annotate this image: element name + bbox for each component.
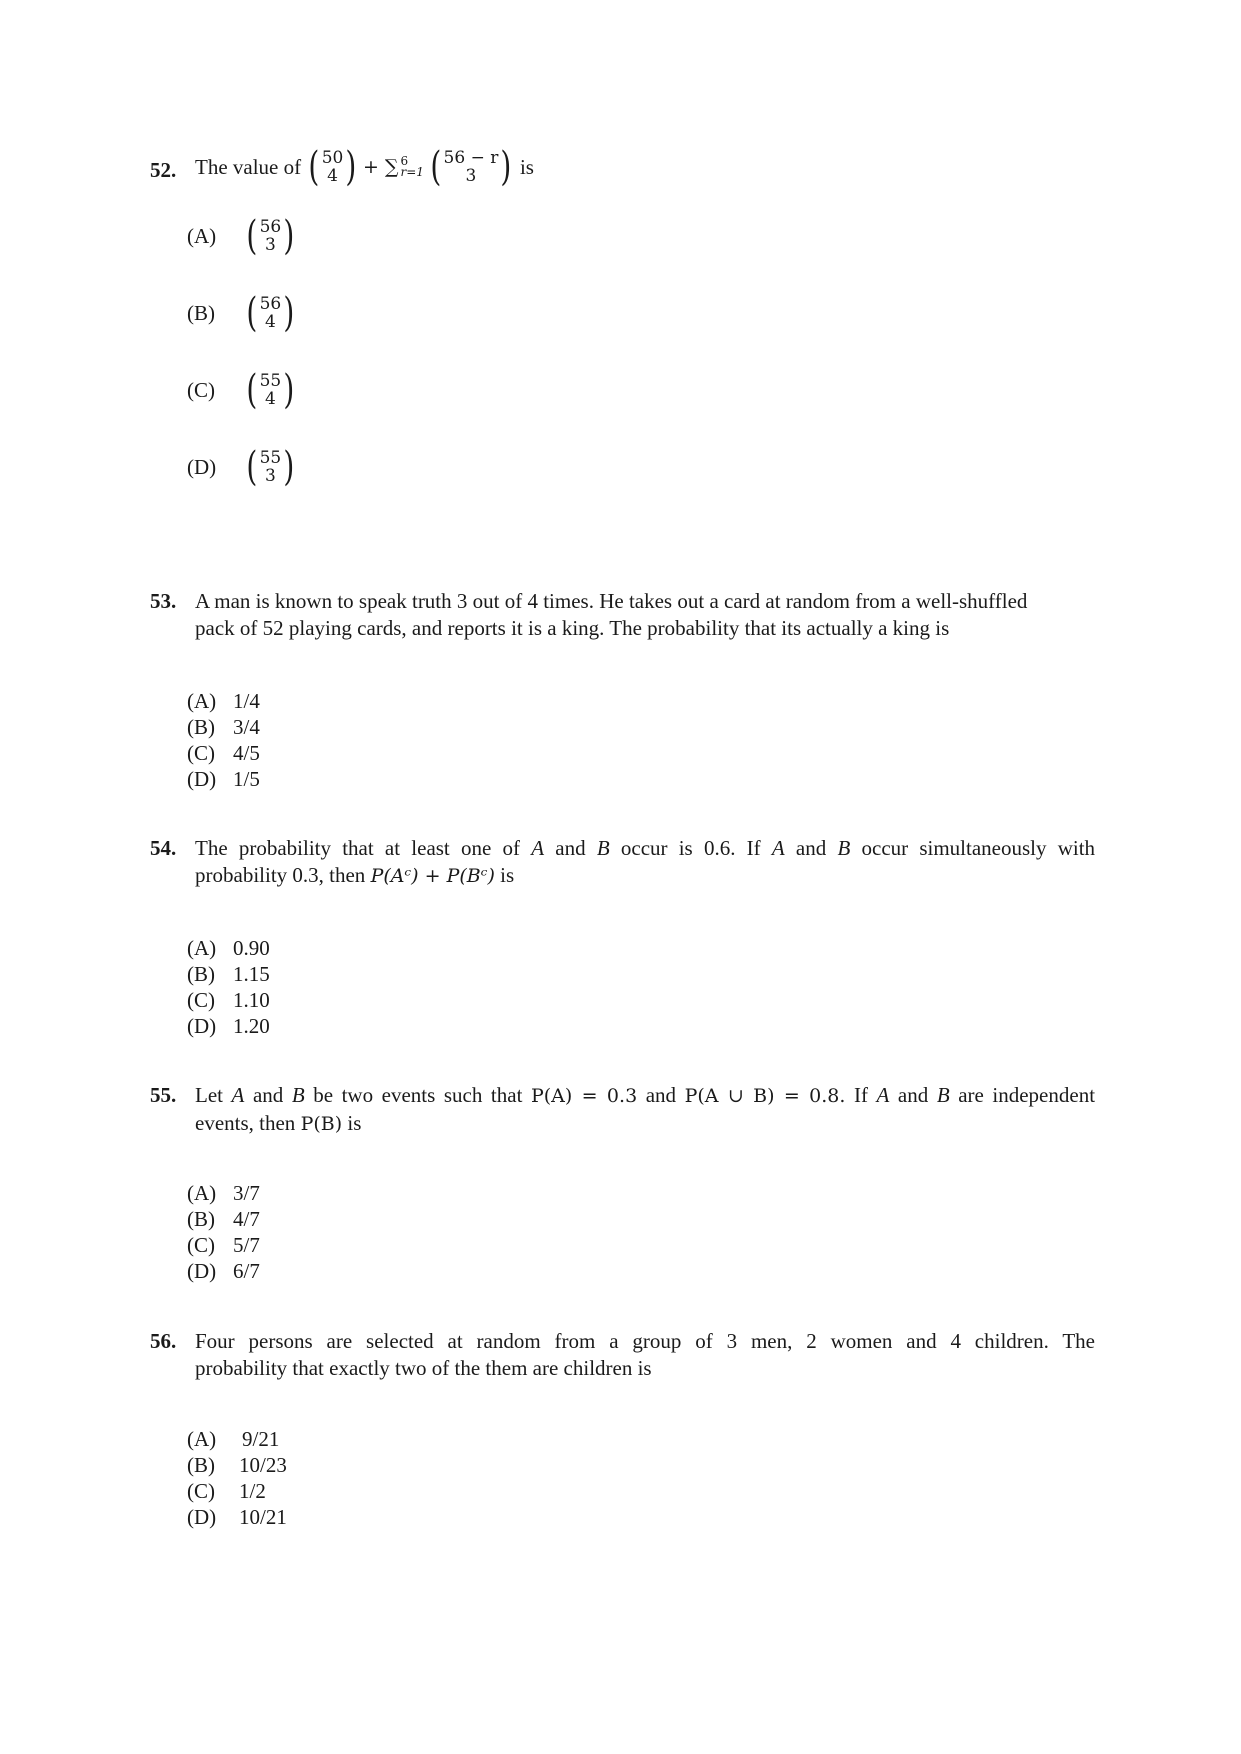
var-b: B <box>837 836 851 860</box>
option-label: (C) <box>187 741 215 765</box>
option-c[interactable] <box>187 1478 287 1504</box>
option-label: (C) <box>187 1233 215 1257</box>
question-line: A man is known to speak truth 3 out of 4 times. He takes out a card at random from a well-shuffled <box>195 589 1028 613</box>
options-55 <box>187 1180 260 1284</box>
option-c[interactable] <box>187 1232 260 1258</box>
option-d[interactable]: (D) ( 55 3 ) <box>187 444 295 490</box>
binom-top: 56 <box>259 294 282 314</box>
sum-upper: 6 <box>400 154 409 168</box>
binom-top: 55 <box>259 448 282 468</box>
option-value: 0.90 <box>233 936 270 960</box>
binomial-56-r-3: ( 56 − r 3 ) <box>430 144 512 190</box>
question-line: Four persons are selected at random from a group of 3 men, 2 women and 4 children. The <box>195 1329 1095 1353</box>
question-54 <box>150 835 1095 890</box>
option-label: (A) <box>187 1427 217 1451</box>
option-label: (B) <box>187 715 215 739</box>
question-line <box>195 835 1095 862</box>
math-expression: P(A) = 0.3 <box>530 1085 638 1107</box>
option-label: (A) <box>187 1181 217 1205</box>
question-text <box>195 1082 1095 1138</box>
text: occur is 0.6. If <box>620 836 761 860</box>
option-value: 4/7 <box>233 1207 260 1231</box>
option-a[interactable]: (A) ( 56 3 ) <box>187 213 295 259</box>
options-53 <box>187 688 260 792</box>
binom-bottom: 4 <box>265 312 276 332</box>
var-b: B <box>936 1083 950 1107</box>
option-a[interactable] <box>187 1180 260 1206</box>
option-label: (C) <box>187 1479 215 1503</box>
option-label: (B) <box>187 1453 215 1477</box>
option-c[interactable] <box>187 740 260 766</box>
question-line <box>195 862 1095 890</box>
option-value: 9/21 <box>242 1427 280 1451</box>
option-b[interactable]: (B) ( 56 4 ) <box>187 290 295 336</box>
math-expression: P(B) <box>300 1113 343 1135</box>
question-52 <box>150 144 1095 190</box>
option-b[interactable] <box>187 1452 287 1478</box>
option-d[interactable] <box>187 1258 260 1284</box>
option-label: (D) <box>187 1505 217 1529</box>
binom-top: 56 − r <box>443 148 499 168</box>
text: probability 0.3, then <box>195 863 366 887</box>
question-line <box>195 1082 1095 1110</box>
option-d[interactable] <box>187 1013 270 1039</box>
option-value: 1.10 <box>233 988 270 1012</box>
question-text <box>195 588 1095 642</box>
question-55 <box>150 1082 1095 1138</box>
option-label: (B) <box>187 1207 215 1231</box>
option-b[interactable] <box>187 1206 260 1232</box>
option-value: 1.15 <box>233 962 270 986</box>
option-d[interactable] <box>187 766 260 792</box>
option-b[interactable] <box>187 961 270 987</box>
text: occur simultaneously with <box>861 836 1096 860</box>
option-value: 6/7 <box>233 1259 260 1283</box>
option-c[interactable]: (C) ( 55 4 ) <box>187 367 295 413</box>
question-text <box>195 835 1095 890</box>
binom-top: 56 <box>259 217 282 237</box>
question-number: 52. <box>150 158 177 182</box>
question-line <box>195 1110 1095 1138</box>
text: and <box>252 1083 284 1107</box>
text: and <box>795 836 827 860</box>
option-value: 1.20 <box>233 1014 270 1038</box>
option-label: (C) <box>187 377 215 402</box>
text: events, then <box>195 1111 296 1135</box>
var-b: B <box>596 836 610 860</box>
option-label: (B) <box>187 300 215 325</box>
binom-bottom: 4 <box>327 166 338 186</box>
text: are independent <box>958 1083 1096 1107</box>
text: If <box>853 1083 868 1107</box>
option-label: (A) <box>187 223 217 248</box>
option-value: 1/2 <box>239 1479 266 1503</box>
question-line: probability that exactly two of the them are children is <box>195 1356 652 1380</box>
math-expression: P(Aᶜ) + P(Bᶜ) <box>370 865 495 887</box>
binom-bottom: 4 <box>265 389 276 409</box>
option-d[interactable] <box>187 1504 287 1530</box>
var-b: B <box>291 1083 305 1107</box>
option-label: (A) <box>187 689 217 713</box>
option-value: 10/21 <box>239 1505 287 1529</box>
text: is <box>500 863 515 887</box>
option-label: (D) <box>187 454 217 479</box>
option-label: (C) <box>187 988 215 1012</box>
text: is <box>347 1111 362 1135</box>
text: and <box>897 1083 929 1107</box>
binom-bottom: 3 <box>265 466 276 486</box>
binom-bottom: 3 <box>465 166 477 186</box>
summation-limits <box>400 156 423 178</box>
options-56 <box>187 1426 287 1530</box>
option-label: (D) <box>187 767 217 791</box>
option-c[interactable] <box>187 987 270 1013</box>
text: and <box>645 1083 677 1107</box>
text: The probability that at least one of <box>195 836 521 860</box>
option-label: (D) <box>187 1014 217 1038</box>
option-b[interactable] <box>187 714 260 740</box>
question-number: 55. <box>150 1083 177 1107</box>
option-value: 3/4 <box>233 715 260 739</box>
binom-bottom: 3 <box>265 235 276 255</box>
option-label: (A) <box>187 936 217 960</box>
summation-symbol: ∑ <box>384 155 399 178</box>
option-a[interactable] <box>187 1426 287 1452</box>
question-number: 53. <box>150 589 177 613</box>
question-line: pack of 52 playing cards, and reports it is a king. The probability that its actually a king is <box>195 616 950 640</box>
var-a: A <box>231 1083 245 1107</box>
option-a[interactable] <box>187 688 260 714</box>
options-54 <box>187 935 270 1039</box>
question-56 <box>150 1328 1095 1382</box>
question-text <box>195 144 1095 190</box>
option-value: 10/23 <box>239 1453 287 1477</box>
option-value: 1/4 <box>233 689 260 713</box>
binom-top: 50 <box>321 148 344 168</box>
text: and <box>555 836 586 860</box>
var-a: A <box>771 836 785 860</box>
question-53 <box>150 588 1095 642</box>
question-number: 54. <box>150 836 177 860</box>
text: Let <box>195 1083 223 1107</box>
question-number: 56. <box>150 1329 177 1353</box>
option-value: 4/5 <box>233 741 260 765</box>
option-a[interactable] <box>187 935 270 961</box>
plus-sign: + <box>362 155 379 178</box>
question-text <box>195 1328 1095 1382</box>
var-a: A <box>531 836 545 860</box>
binom-top: 55 <box>259 371 282 391</box>
math-expression: P(A ∪ B) = 0.8. <box>684 1085 846 1107</box>
option-value: 5/7 <box>233 1233 260 1257</box>
var-a: A <box>876 1083 890 1107</box>
option-value: 3/7 <box>233 1181 260 1205</box>
question-tail: is <box>519 154 534 179</box>
option-label: (D) <box>187 1259 217 1283</box>
option-value: 1/5 <box>233 767 260 791</box>
option-label: (B) <box>187 962 215 986</box>
sum-lower: r=1 <box>400 165 424 179</box>
text: be two events such that <box>313 1083 523 1107</box>
question-lead: The value of <box>195 154 302 179</box>
binomial-50-4: ( 50 4 ) <box>308 144 357 190</box>
